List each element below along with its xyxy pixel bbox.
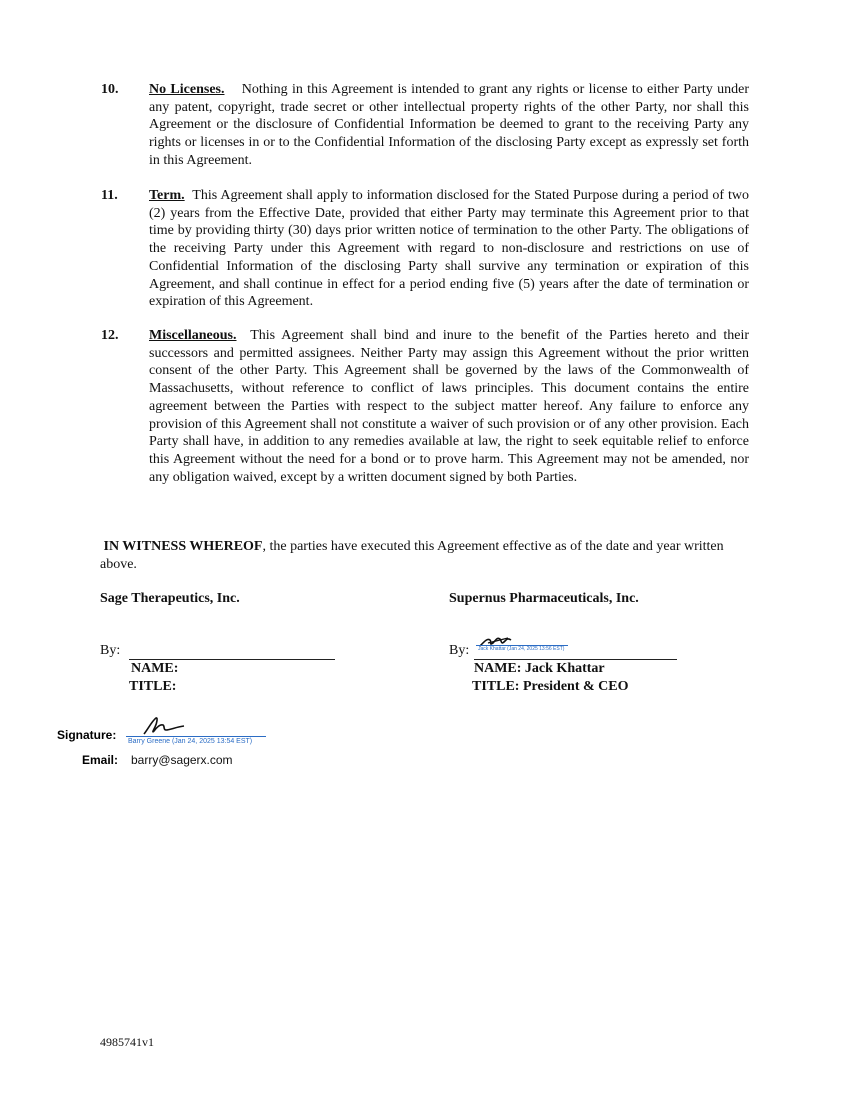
section-body [149,327,749,486]
section-heading: No Licenses. [149,82,225,97]
email-label: Email: [82,753,119,767]
witness-text: , the parties have executed this Agreement effective as of the date and year written above. [100,539,724,572]
right-party-name: Supernus Pharmaceuticals, Inc. [449,591,639,606]
right-name-label: NAME: Jack Khattar [474,661,605,676]
left-name-label: NAME: [131,661,179,676]
section-number: 11. [101,188,118,203]
right-esign-caption: Jack Khattar (Jan 24, 2025 13:56 EST) [478,646,565,652]
witness-lead: IN WITNESS WHEREOF [103,539,263,554]
section-body [149,81,749,170]
section-text: This Agreement shall apply to information disclosed for the Stated Purpose during a period of two (2) years from the Effective Date, provided that either Party may terminate this Agreement prior to that time by providing thirty (30) days prior written notice of termination to the other Party. The obligations of the receiving Party under this Agreement with regard to non-disclosure and restrictions on use of Confidential Information of the disclosing Party shall survive any termination or expiration of this Agreement, and shall continue in effect for a period ending five (5) years after the date of termination or expiration of this Agreement. [149,188,749,310]
signature-esign-line[interactable] [126,736,266,737]
section-number: 10. [101,82,119,97]
section-body [149,187,749,311]
section-number: 12. [101,328,119,343]
witness-paragraph [100,538,750,574]
right-title-label: TITLE: President & CEO [472,679,629,694]
left-title-label: TITLE: [129,679,177,694]
signature-label: Signature: [57,728,117,742]
signature-esign-caption: Barry Greene (Jan 24, 2025 13:54 EST) [128,738,253,745]
right-by-label: By: [449,643,470,658]
right-signature-line [474,659,677,660]
section-heading: Miscellaneous. [149,328,237,343]
document-id: 4985741v1 [100,1035,154,1049]
signature-scribble-icon [140,715,188,737]
email-value: barry@sagerx.com [131,753,233,767]
left-by-label: By: [100,643,121,658]
left-party-name: Sage Therapeutics, Inc. [100,591,240,606]
left-signature-line[interactable] [129,659,335,660]
section-heading: Term. [149,188,185,203]
section-text: This Agreement shall bind and inure to the benefit of the Parties hereto and their successors and permitted assignees. Neither Party may assign this Agreement without the prior written consent of the other Party. This Agreement shall be governed by the laws of the Commonwealth of Massachusetts, without reference to conflict of laws principles. This document contains the entire agreement between the Parties with respect to the subject matter hereof. Any failure to enforce any provision of this Agreement shall not constitute a waiver of such provision or of any other provision. Each Party shall have, in addition to any remedies available at law, the right to seek equitable relief to enforce this Agreement without the need for a bond or to prove harm. This Agreement may not be amended, nor any obligation waived, except by a written document signed by both Parties. [149,328,750,485]
section-text: Nothing in this Agreement is intended to grant any rights or license to either Party under any patent, copyright, trade secret or other intellectual property rights of the other Party, nor shall this Agreement or the disclosure of Confidential Information be deemed to grant to the receiving Party any rights or licenses in or to the Confidential Information of the disclosing Party except as expressly set forth in this Agreement. [149,82,749,168]
